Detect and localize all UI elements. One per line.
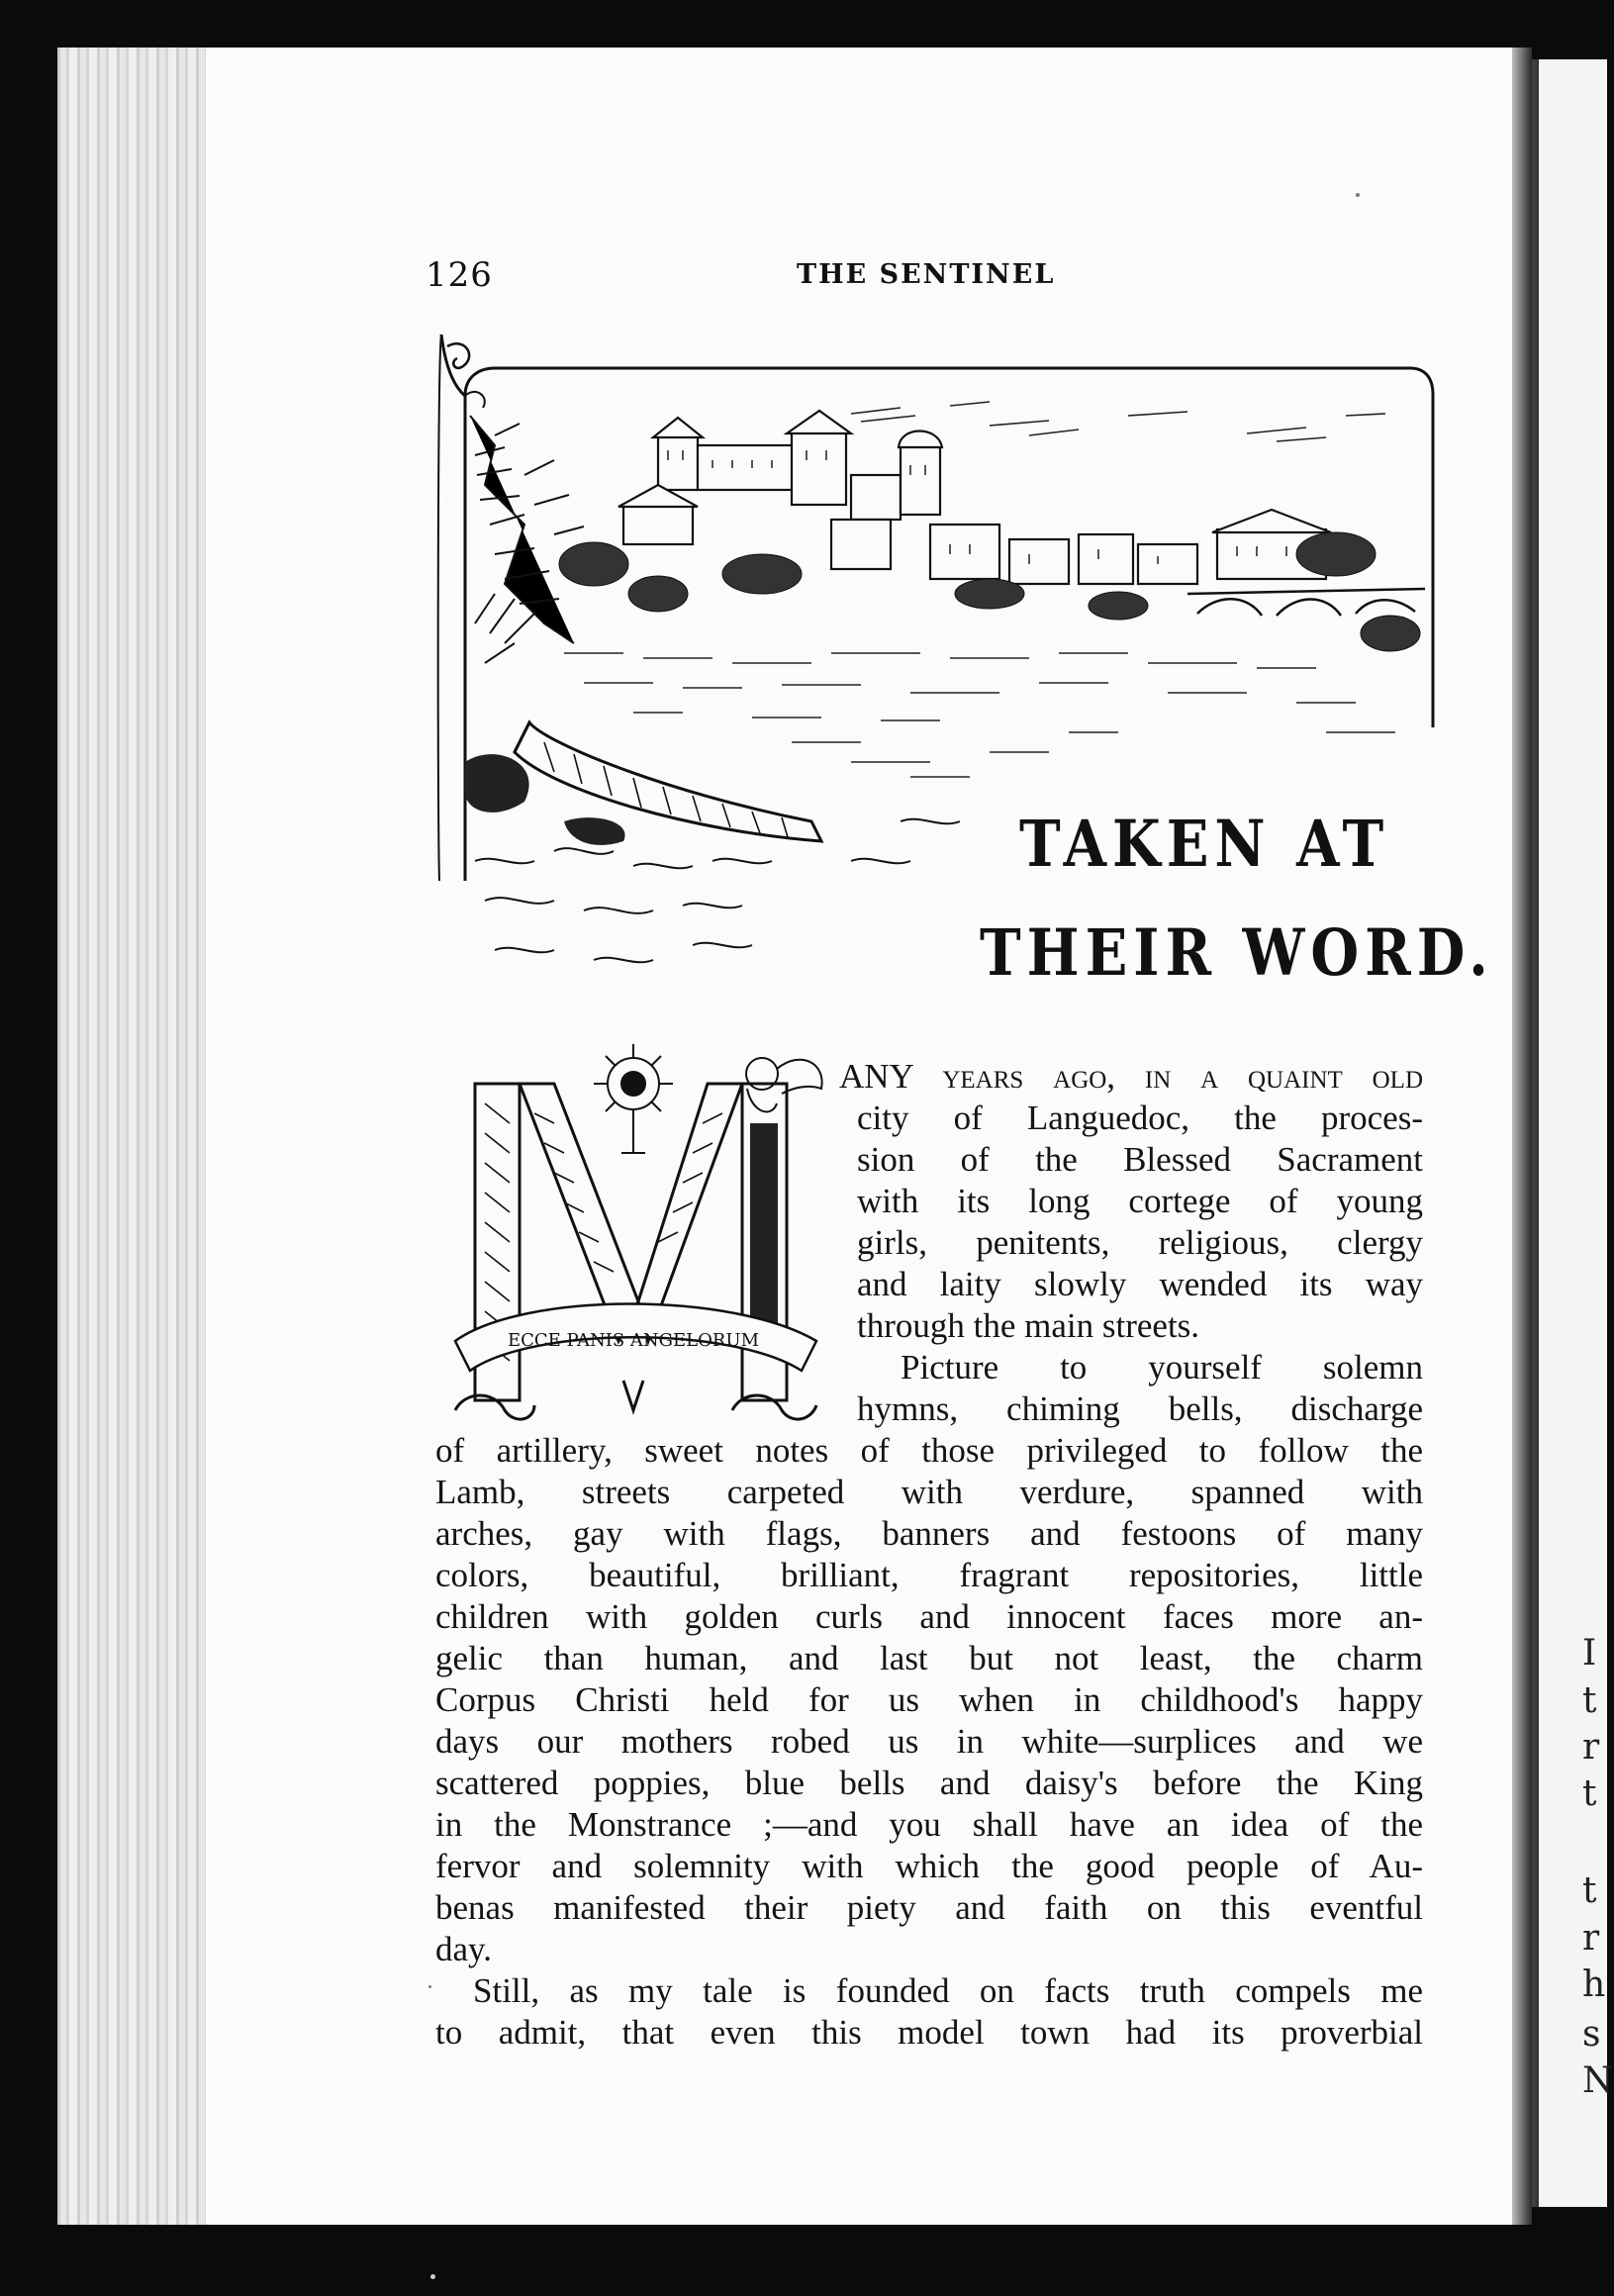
text-line: sion of the Blessed Sacrament bbox=[857, 1140, 1423, 1179]
facing-page-letter: N bbox=[1582, 2060, 1614, 2101]
text-line-content: ANY years ago, in a quaint old bbox=[839, 1057, 1423, 1096]
text-line: city of Languedoc, the proces- bbox=[857, 1099, 1423, 1137]
text-line: girls, penitents, religious, clergy bbox=[857, 1223, 1423, 1262]
facing-page-letter: t bbox=[1582, 1773, 1597, 1814]
running-head: THE SENTINEL bbox=[797, 259, 1056, 290]
text-line: with its long cortege of young bbox=[857, 1182, 1423, 1220]
text-line: Picture to yourself solemn bbox=[901, 1348, 1423, 1387]
text-line: day. bbox=[435, 1930, 493, 1968]
text-line: Still, as my tale is founded on facts truth compels me bbox=[473, 1971, 1423, 2010]
facing-page-letter: h bbox=[1582, 1964, 1606, 2005]
text-line: of artillery, sweet notes of those privileged to follow the bbox=[435, 1431, 1423, 1470]
article-title-line-2: THEIR WORD. bbox=[980, 915, 1494, 991]
text-line: and laity slowly wended its way bbox=[857, 1265, 1423, 1303]
text-line: Lamb, streets carpeted with verdure, spanned with bbox=[435, 1473, 1423, 1511]
text-line: gelic than human, and last but not least, the charm bbox=[435, 1639, 1423, 1677]
facing-page-letter: r bbox=[1582, 1918, 1600, 1959]
facing-page-letter: r bbox=[1582, 1727, 1600, 1768]
text-line: through the main streets. bbox=[857, 1306, 1200, 1345]
text-line: to admit, that even this model town had its proverbial bbox=[435, 2013, 1423, 2052]
text-line: Corpus Christi held for us when in childhood's happy bbox=[435, 1680, 1423, 1719]
facing-page-letter: t bbox=[1582, 1680, 1597, 1721]
text-line: benas manifested their piety and faith on this eventful bbox=[435, 1888, 1423, 1927]
gutter-shadow bbox=[1512, 48, 1532, 2225]
page-number: 126 bbox=[426, 255, 493, 295]
facing-page-letter: s bbox=[1582, 2014, 1601, 2055]
text-line: colors, beautiful, brilliant, fragrant repositories, little bbox=[435, 1556, 1423, 1594]
text-line: children with golden curls and innocent faces more an- bbox=[435, 1597, 1423, 1636]
facing-page-letter: t bbox=[1582, 1870, 1597, 1911]
text-line: scattered poppies, blue bells and daisy's before the King bbox=[435, 1764, 1423, 1802]
text-line: fervor and solemnity with which the good people of Au- bbox=[435, 1847, 1423, 1885]
text-line: days our mothers robed us in white—surplices and we bbox=[435, 1722, 1423, 1761]
ornamental-initial-m-icon bbox=[435, 1044, 831, 1430]
facing-page-letter: I bbox=[1582, 1633, 1597, 1674]
initial-banner-text: ECCE PANIS ANGELORUM bbox=[507, 1330, 760, 1351]
facing-page-edge bbox=[1539, 59, 1614, 2207]
text-line bbox=[839, 1057, 1423, 1097]
text-line: arches, gay with flags, banners and festoons of many bbox=[435, 1514, 1423, 1553]
town-landscape-illustration bbox=[435, 327, 1440, 1009]
text-line: in the Monstrance ;—and you shall have an idea of the bbox=[435, 1805, 1423, 1844]
text-line: hymns, chiming bells, discharge bbox=[857, 1389, 1423, 1428]
article-title-line-1: TAKEN AT bbox=[1019, 807, 1390, 882]
page-edges bbox=[57, 48, 206, 2225]
